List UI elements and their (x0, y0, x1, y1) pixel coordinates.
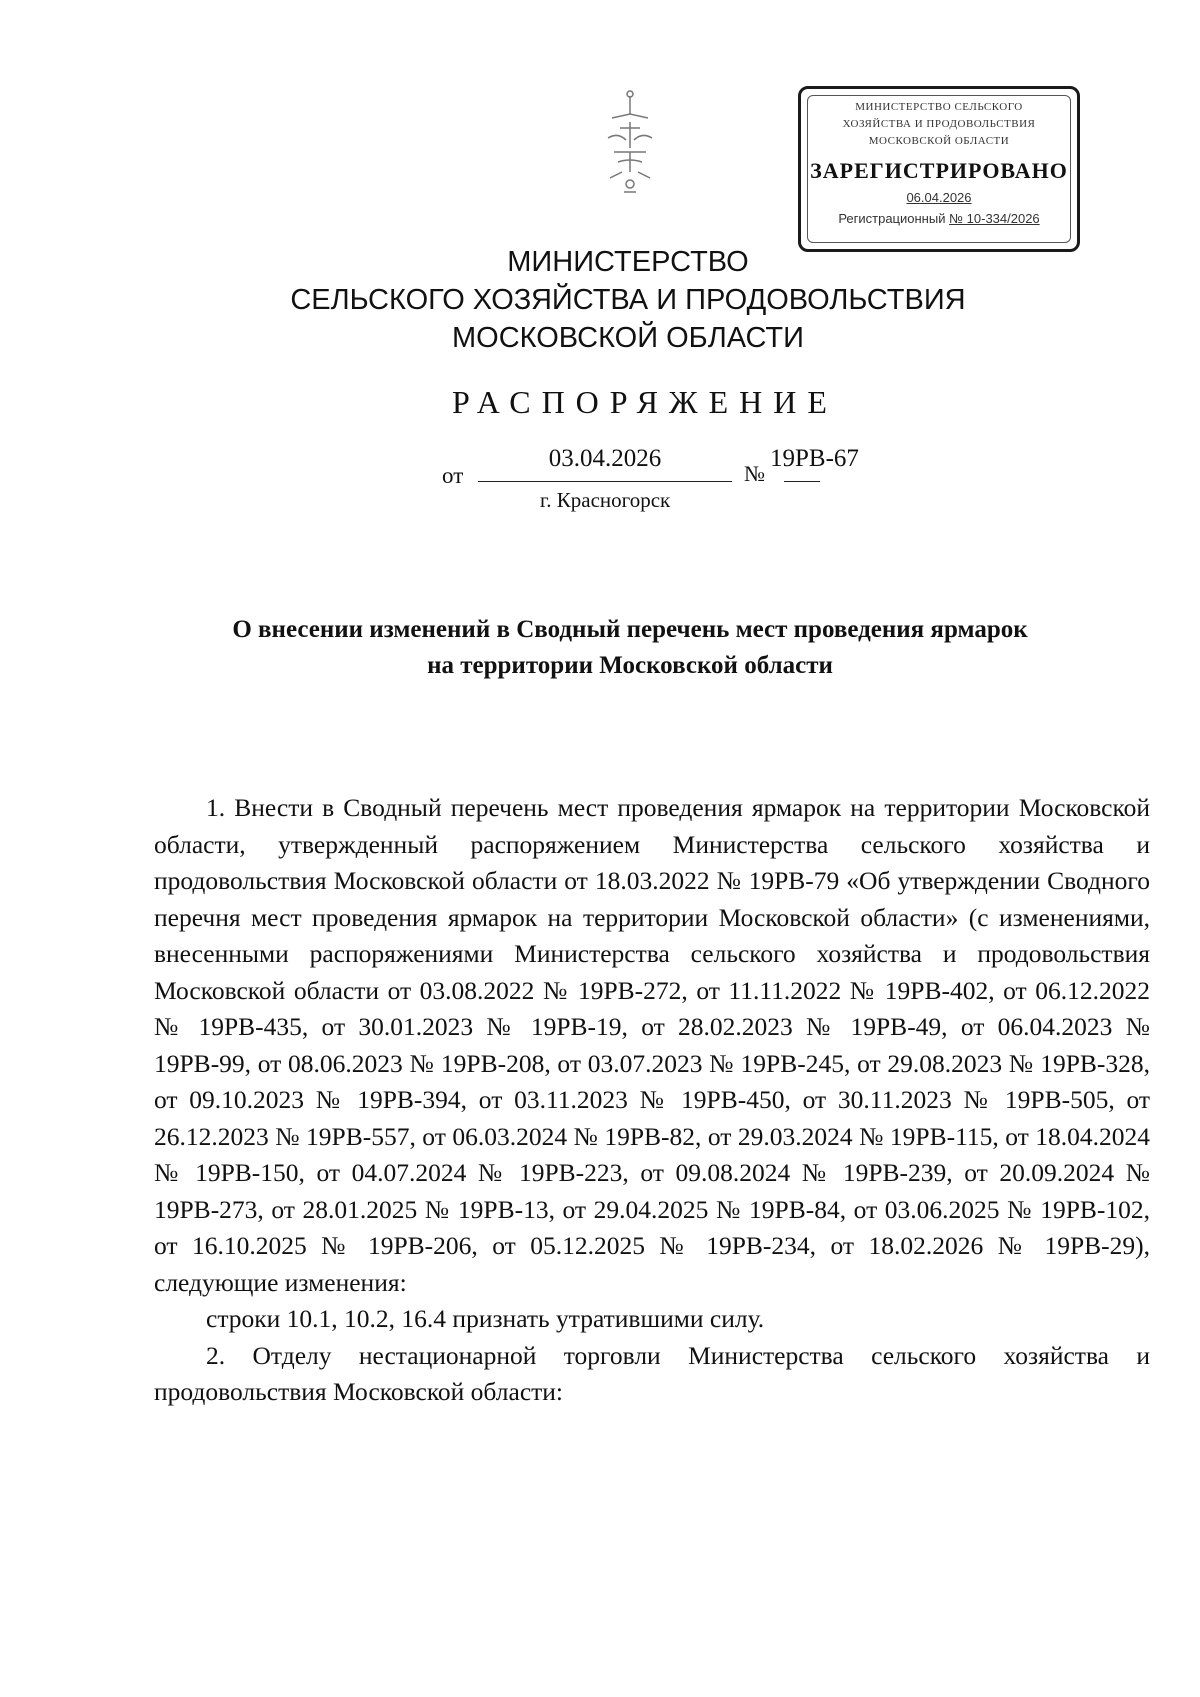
title-line: на территории Московской области (427, 652, 833, 679)
ministry-line: СЕЛЬСКОГО ХОЗЯЙСТВА И ПРОДОВОЛЬСТВИЯ (290, 284, 966, 316)
body-paragraph: строки 10.1, 10.2, 16.4 признать утратившими силу. (206, 1304, 765, 1333)
document-title (0, 612, 1200, 684)
document-date: 03.04.2026 (548, 445, 662, 472)
date-prefix: от (442, 463, 464, 488)
stamp-reg-label: Регистрационный (838, 211, 946, 226)
stamp-reg-value: № 10-334/2026 (949, 211, 1040, 226)
number-prefix: № (744, 461, 765, 486)
stamp-org-line: МИНИСТЕРСТВО СЕЛЬСКОГО (855, 101, 1023, 113)
ministry-line: МОСКОВСКОЙ ОБЛАСТИ (452, 322, 804, 354)
number-underline (784, 481, 820, 482)
stamp-inner-frame (807, 95, 1071, 243)
document-body (154, 790, 1150, 1411)
stamp-status: ЗАРЕГИСТРИРОВАНО (810, 158, 1068, 183)
registration-stamp (798, 86, 1080, 252)
stamp-org-line: ХОЗЯЙСТВА И ПРОДОВОЛЬСТВИЯ (842, 118, 1036, 130)
stamp-org-line: МОСКОВСКОЙ ОБЛАСТИ (868, 135, 1010, 147)
body-paragraph: 1. Внести в Сводный перечень мест проведения ярмарок на территории Московской области, утвержденный распоряжением Министерства сельского хозяйства и продовольствия Московской области от 18.03.2022 № 19РВ-79 «Об утверждении Сводного перечня мест проведения ярмарок на территории Московской области» (с изменениями, внесенными распоряжениями Министерства сельского хозяйства и продовольствия Московской области от 03.08.2022 № 19РВ-272, от 11.11.2022 № 19РВ-402, от 06.12.2022 № 19РВ-435, от 30.01.2023 № 19РВ-19, от 28.02.2023 № 19РВ-49, от 06.04.2023 № 19РВ-99, от 08.06.2023 № 19РВ-208, от 03.07.2023 № 19РВ-245, от 29.08.2023 № 19РВ-328, от 09.10.2023 № 19РВ-394, от 03.11.2023 № 19РВ-450, от 30.11.2023 № 19РВ-505, от 26.12.2023 № 19РВ-557, от 06.03.2024 № 19РВ-82, от 29.03.2024 № 19РВ-115, от 18.04.2024 № 19РВ-150, от 04.07.2024 № 19РВ-223, от 09.08.2024 № 19РВ-239, от 20.09.2024 № 19РВ-273, от 28.01.2025 № 19РВ-13, от 29.04.2025 № 19РВ-84, от 03.06.2025 № 19РВ-102, от 16.10.2025 № 19РВ-206, от 05.12.2025 № 19РВ-234, от 18.02.2026 № 19РВ-29), следующие изменения: (154, 793, 1150, 1297)
document-city: г. Красногорск (540, 488, 671, 512)
document-date-number (0, 445, 1200, 488)
document-number: 19РВ-67 (770, 445, 859, 472)
body-paragraph: 2. Отделу нестационарной торговли Министерства сельского хозяйства и продовольствия Московской области: (154, 1340, 1150, 1406)
coat-of-arms-emblem (590, 88, 670, 198)
date-underline (478, 481, 732, 482)
ministry-line: МИНИСТЕРСТВО (507, 246, 749, 278)
ministry-header (0, 243, 1200, 357)
title-line: О внесении изменений в Сводный перечень мест проведения ярмарок (232, 616, 1028, 643)
document-type: РАСПОРЯЖЕНИЕ (452, 384, 838, 420)
stamp-date: 06.04.2026 (906, 190, 972, 205)
